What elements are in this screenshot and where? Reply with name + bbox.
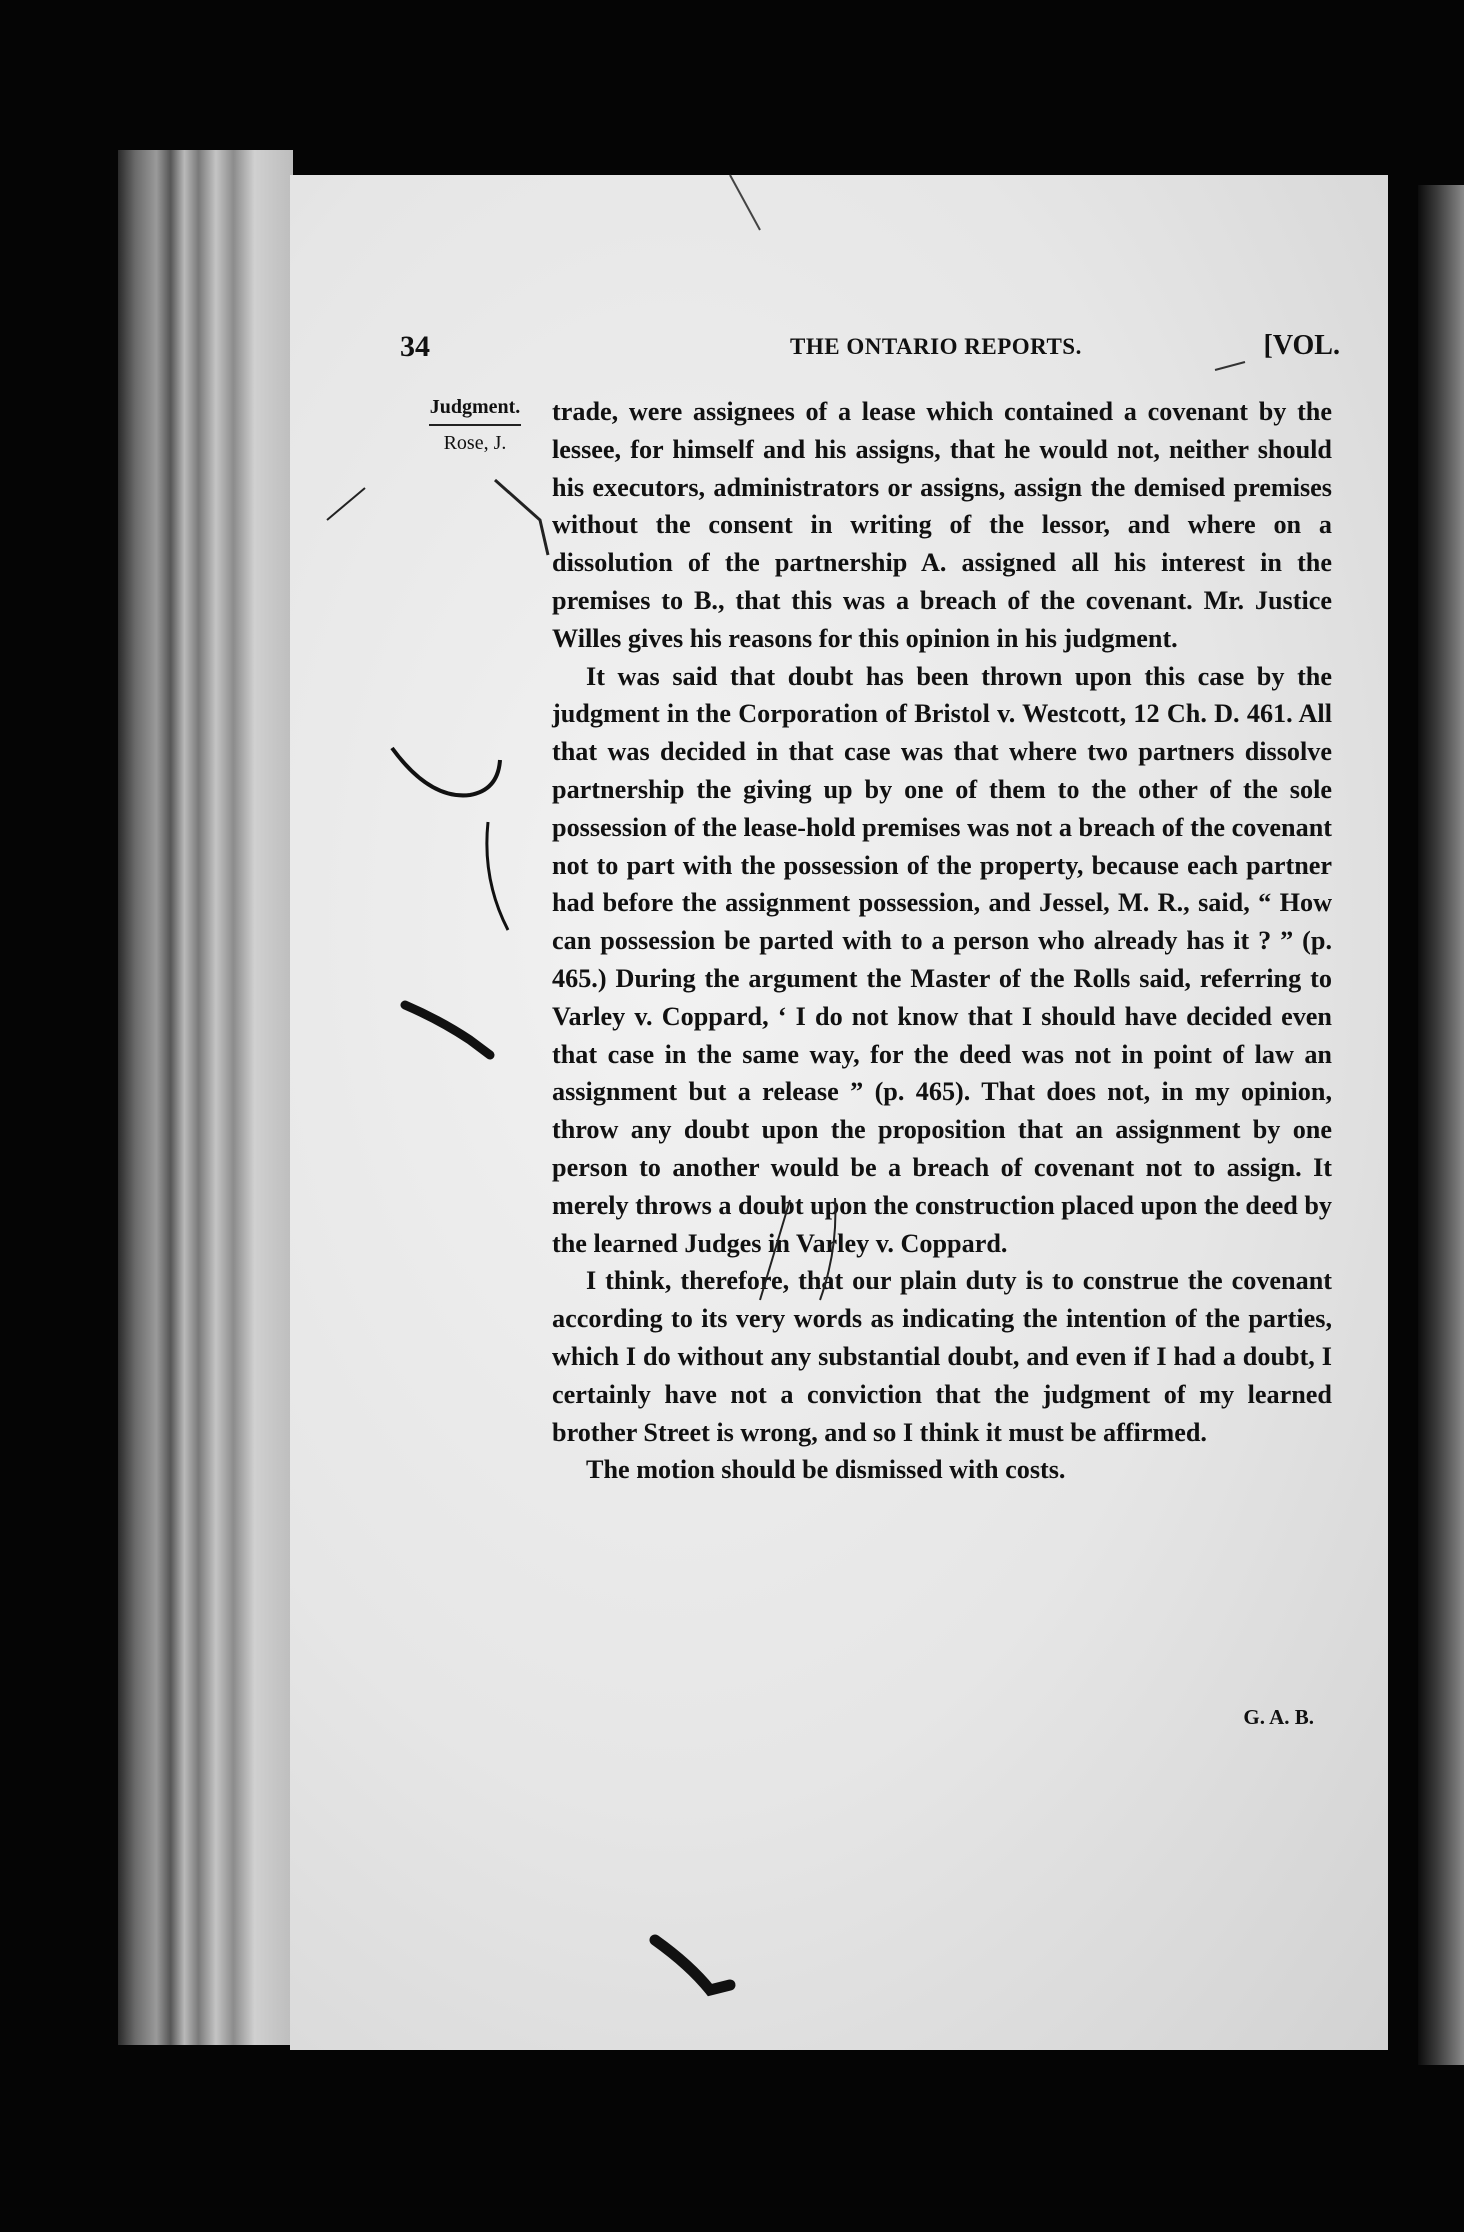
volume-label: [VOL. <box>1263 330 1340 361</box>
paragraph-2: It was said that doubt has been thrown upon this case by the judgment in the Corporation of Bristol v. Westcott, 12 Ch. D. 461. All that was decided in that case was that where two partners dissolve partnership the giving up by one of them to the other of the sole possession of the lease-hold premises was not a breach of the covenant not to part with the possession of the property, because each partner had before the assignment possession, and Jessel, M. R., said, “ How can possession be parted with to a person who already has it ? ” (p. 465.) During the argument the Master of the Rolls said, referring to Varley v. Coppard, ‘ I do not know that I should have decided even that case in the same way, for the deed was not in point of law an assignment but a release ” (p. 465). That does not, in my opinion, throw any doubt upon the proposition that an assignment by one person to another would be a breach of covenant not to assign. It merely throws a doubt upon the construction placed upon the deed by the learned Judges in Varley v. Coppard. <box>552 661 1332 1258</box>
running-title: THE ONTARIO REPORTS. <box>790 334 1082 359</box>
paragraph-4: The motion should be dismissed with costs. <box>586 1455 1066 1485</box>
judgment-text <box>552 393 1332 1489</box>
margin-rule <box>429 424 521 426</box>
reporter-initials: G. A. B. <box>1243 1705 1314 1729</box>
margin-label-judge: Rose, J. <box>443 432 507 454</box>
margin-label-judgment: Judgment. <box>429 396 521 418</box>
page-number: 34 <box>400 330 430 363</box>
page-header <box>400 330 1340 370</box>
book-gutter <box>118 150 293 2045</box>
facing-page-edge <box>1418 185 1464 2065</box>
paragraph-3: I think, therefore, that our plain duty is to construe the covenant according to its very words as indicating the intention of the parties, which I do without any substantial doubt, and even if I had a doubt, I certainly have not a conviction that the judgment of my learned brother Street is wrong, and so I think it must be affirmed. <box>552 1266 1332 1447</box>
paragraph-1: trade, were assignees of a lease which contained a covenant by the lessee, for himself and his assigns, that he would not, neither should his executors, administrators or assigns, assign the demised premises without the consent in writing of the lessor, and where on a dissolution of the partnership A. assigned all his interest in the premises to B., that this was a breach of the covenant. Mr. Justice Willes gives his reasons for this opinion in his judgment. <box>552 397 1332 653</box>
margin-note <box>410 396 540 455</box>
